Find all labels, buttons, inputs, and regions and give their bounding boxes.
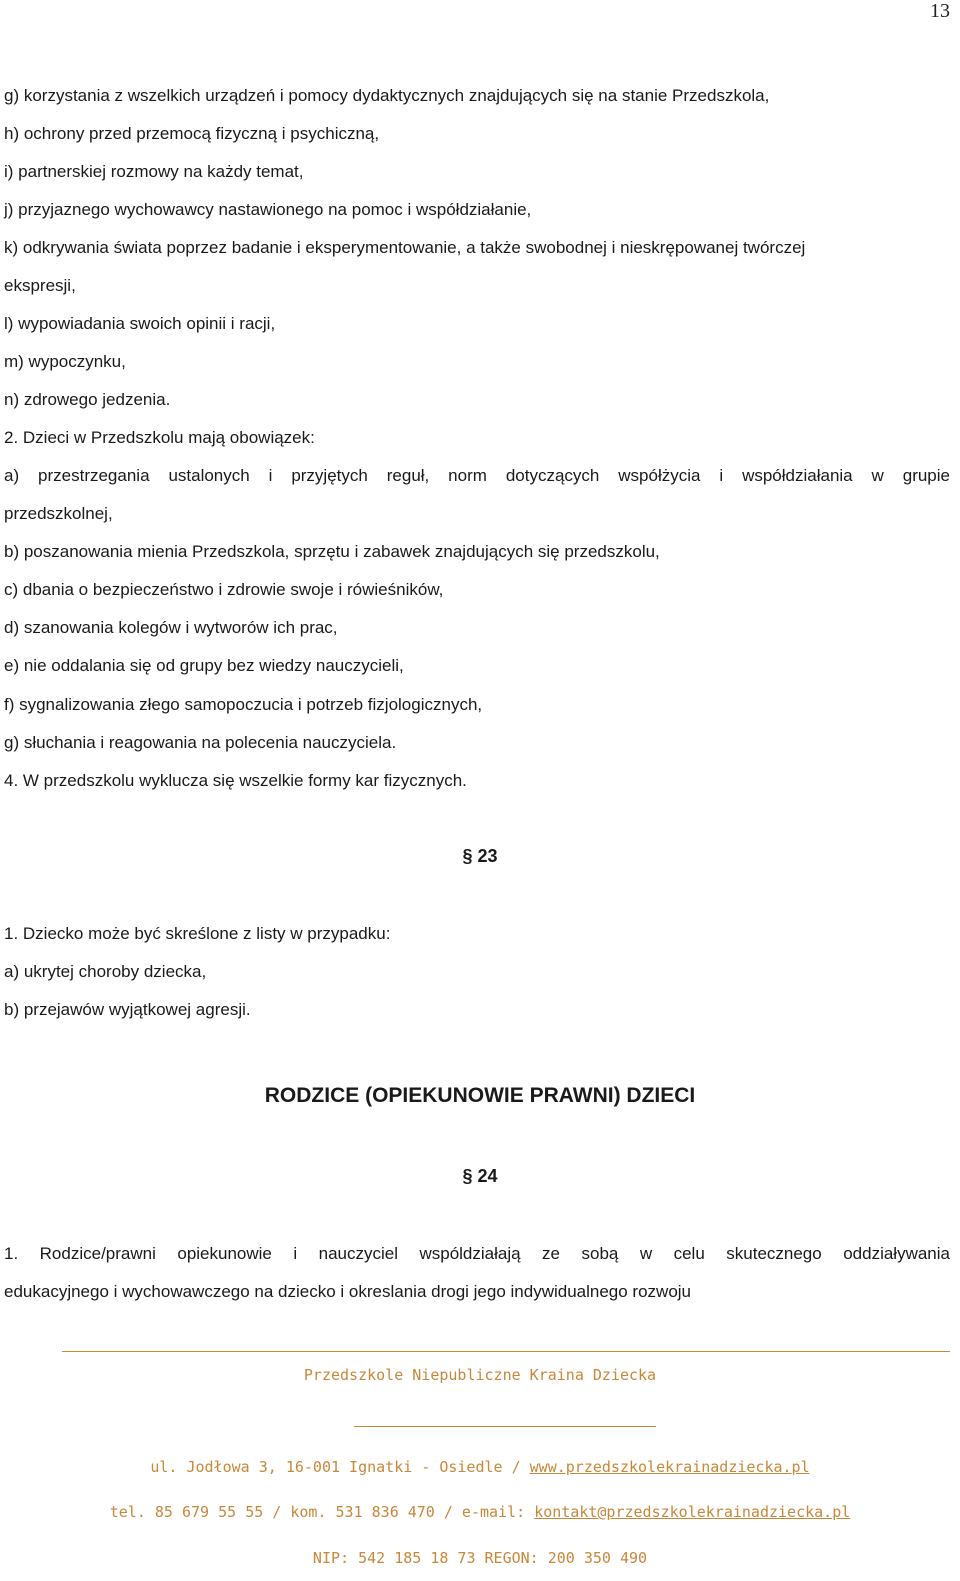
list-item: b) poszanowania mienia Przedszkola, sprzętu i zabawek znajdujących się przedszkolu, bbox=[4, 542, 660, 561]
list-item: k) odkrywania świata poprzez badanie i eksperymentowanie, a także swobodnej i nieskrępowanej twórczej bbox=[4, 238, 806, 257]
email-link[interactable]: kontakt@przedszkolekrainadziecka.pl bbox=[534, 1503, 851, 1521]
duties-intro: 2. Dzieci w Przedszkolu mają obowiązek: bbox=[4, 428, 315, 447]
website-link[interactable]: www.przedszkolekrainadziecka.pl bbox=[529, 1458, 810, 1476]
footer-ids: NIP: 542 185 18 73 REGON: 200 350 490 bbox=[312, 1549, 648, 1567]
paragraph-line: 1. Rodzice/prawni opiekunowie i nauczyciel wspóldziałają ze sobą w celu skutecznego oddziaływania bbox=[4, 1244, 950, 1263]
address-text: ul. Jodłowa 3, 16-001 Ignatki - Osiedle / bbox=[150, 1458, 530, 1476]
list-item: h) ochrony przed przemocą fizyczną i psychiczną, bbox=[4, 124, 380, 143]
section-heading: RODZICE (OPIEKUNOWIE PRAWNI) DZIECI bbox=[264, 1084, 696, 1107]
footer-divider bbox=[62, 1351, 950, 1352]
list-item: g) słuchania i reagowania na polecenia nauczyciela. bbox=[4, 733, 397, 752]
page-number: 13 bbox=[930, 0, 950, 22]
list-item: n) zdrowego jedzenia. bbox=[4, 390, 171, 409]
punishment-rule: 4. W przedszkolu wyklucza się wszelkie formy kar fizycznych. bbox=[4, 771, 467, 790]
footer-contact bbox=[0, 1503, 960, 1521]
footer-address bbox=[0, 1458, 960, 1476]
list-item: i) partnerskiej rozmowy na każdy temat, bbox=[4, 162, 304, 181]
footer-school-name: Przedszkole Niepubliczne Kraina Dziecka bbox=[303, 1366, 657, 1384]
list-item: przedszkolnej, bbox=[4, 504, 113, 523]
list-item: c) dbania o bezpieczeństwo i zdrowie swoje i rówieśników, bbox=[4, 580, 444, 599]
list-item: l) wypowiadania swoich opinii i racji, bbox=[4, 314, 276, 333]
list-item: a) przestrzegania ustalonych i przyjętych reguł, norm dotyczących współżycia i współdziałania w grupie bbox=[4, 466, 950, 485]
list-item: j) przyjaznego wychowawcy nastawionego na pomoc i współdziałanie, bbox=[4, 200, 532, 219]
list-item: ekspresji, bbox=[4, 276, 76, 295]
section-sign-24: § 24 bbox=[462, 1166, 498, 1186]
list-item: f) sygnalizowania złego samopoczucia i potrzeb fizjologicznych, bbox=[4, 695, 483, 714]
list-item: e) nie oddalania się od grupy bez wiedzy nauczycieli, bbox=[4, 656, 404, 675]
list-item: b) przejawów wyjątkowej agresji. bbox=[4, 1000, 251, 1019]
paragraph-line: edukacyjnego i wychowawczego na dziecko i okreslania drogi jego indywidualnego rozwoju bbox=[4, 1282, 692, 1301]
list-item: d) szanowania kolegów i wytworów ich prac, bbox=[4, 618, 338, 637]
list-item: m) wypoczynku, bbox=[4, 352, 126, 371]
phone-text: tel. 85 679 55 55 / kom. 531 836 470 / e-mail: bbox=[109, 1503, 535, 1521]
section-sign-23: § 23 bbox=[462, 846, 498, 866]
list-item: 1. Dziecko może być skreślone z listy w przypadku: bbox=[4, 924, 391, 943]
list-item: g) korzystania z wszelkich urządzeń i pomocy dydaktycznych znajdujących się na stanie Przedszkola, bbox=[4, 86, 770, 105]
list-item: a) ukrytej choroby dziecka, bbox=[4, 962, 207, 981]
footer-divider-short bbox=[354, 1426, 656, 1427]
